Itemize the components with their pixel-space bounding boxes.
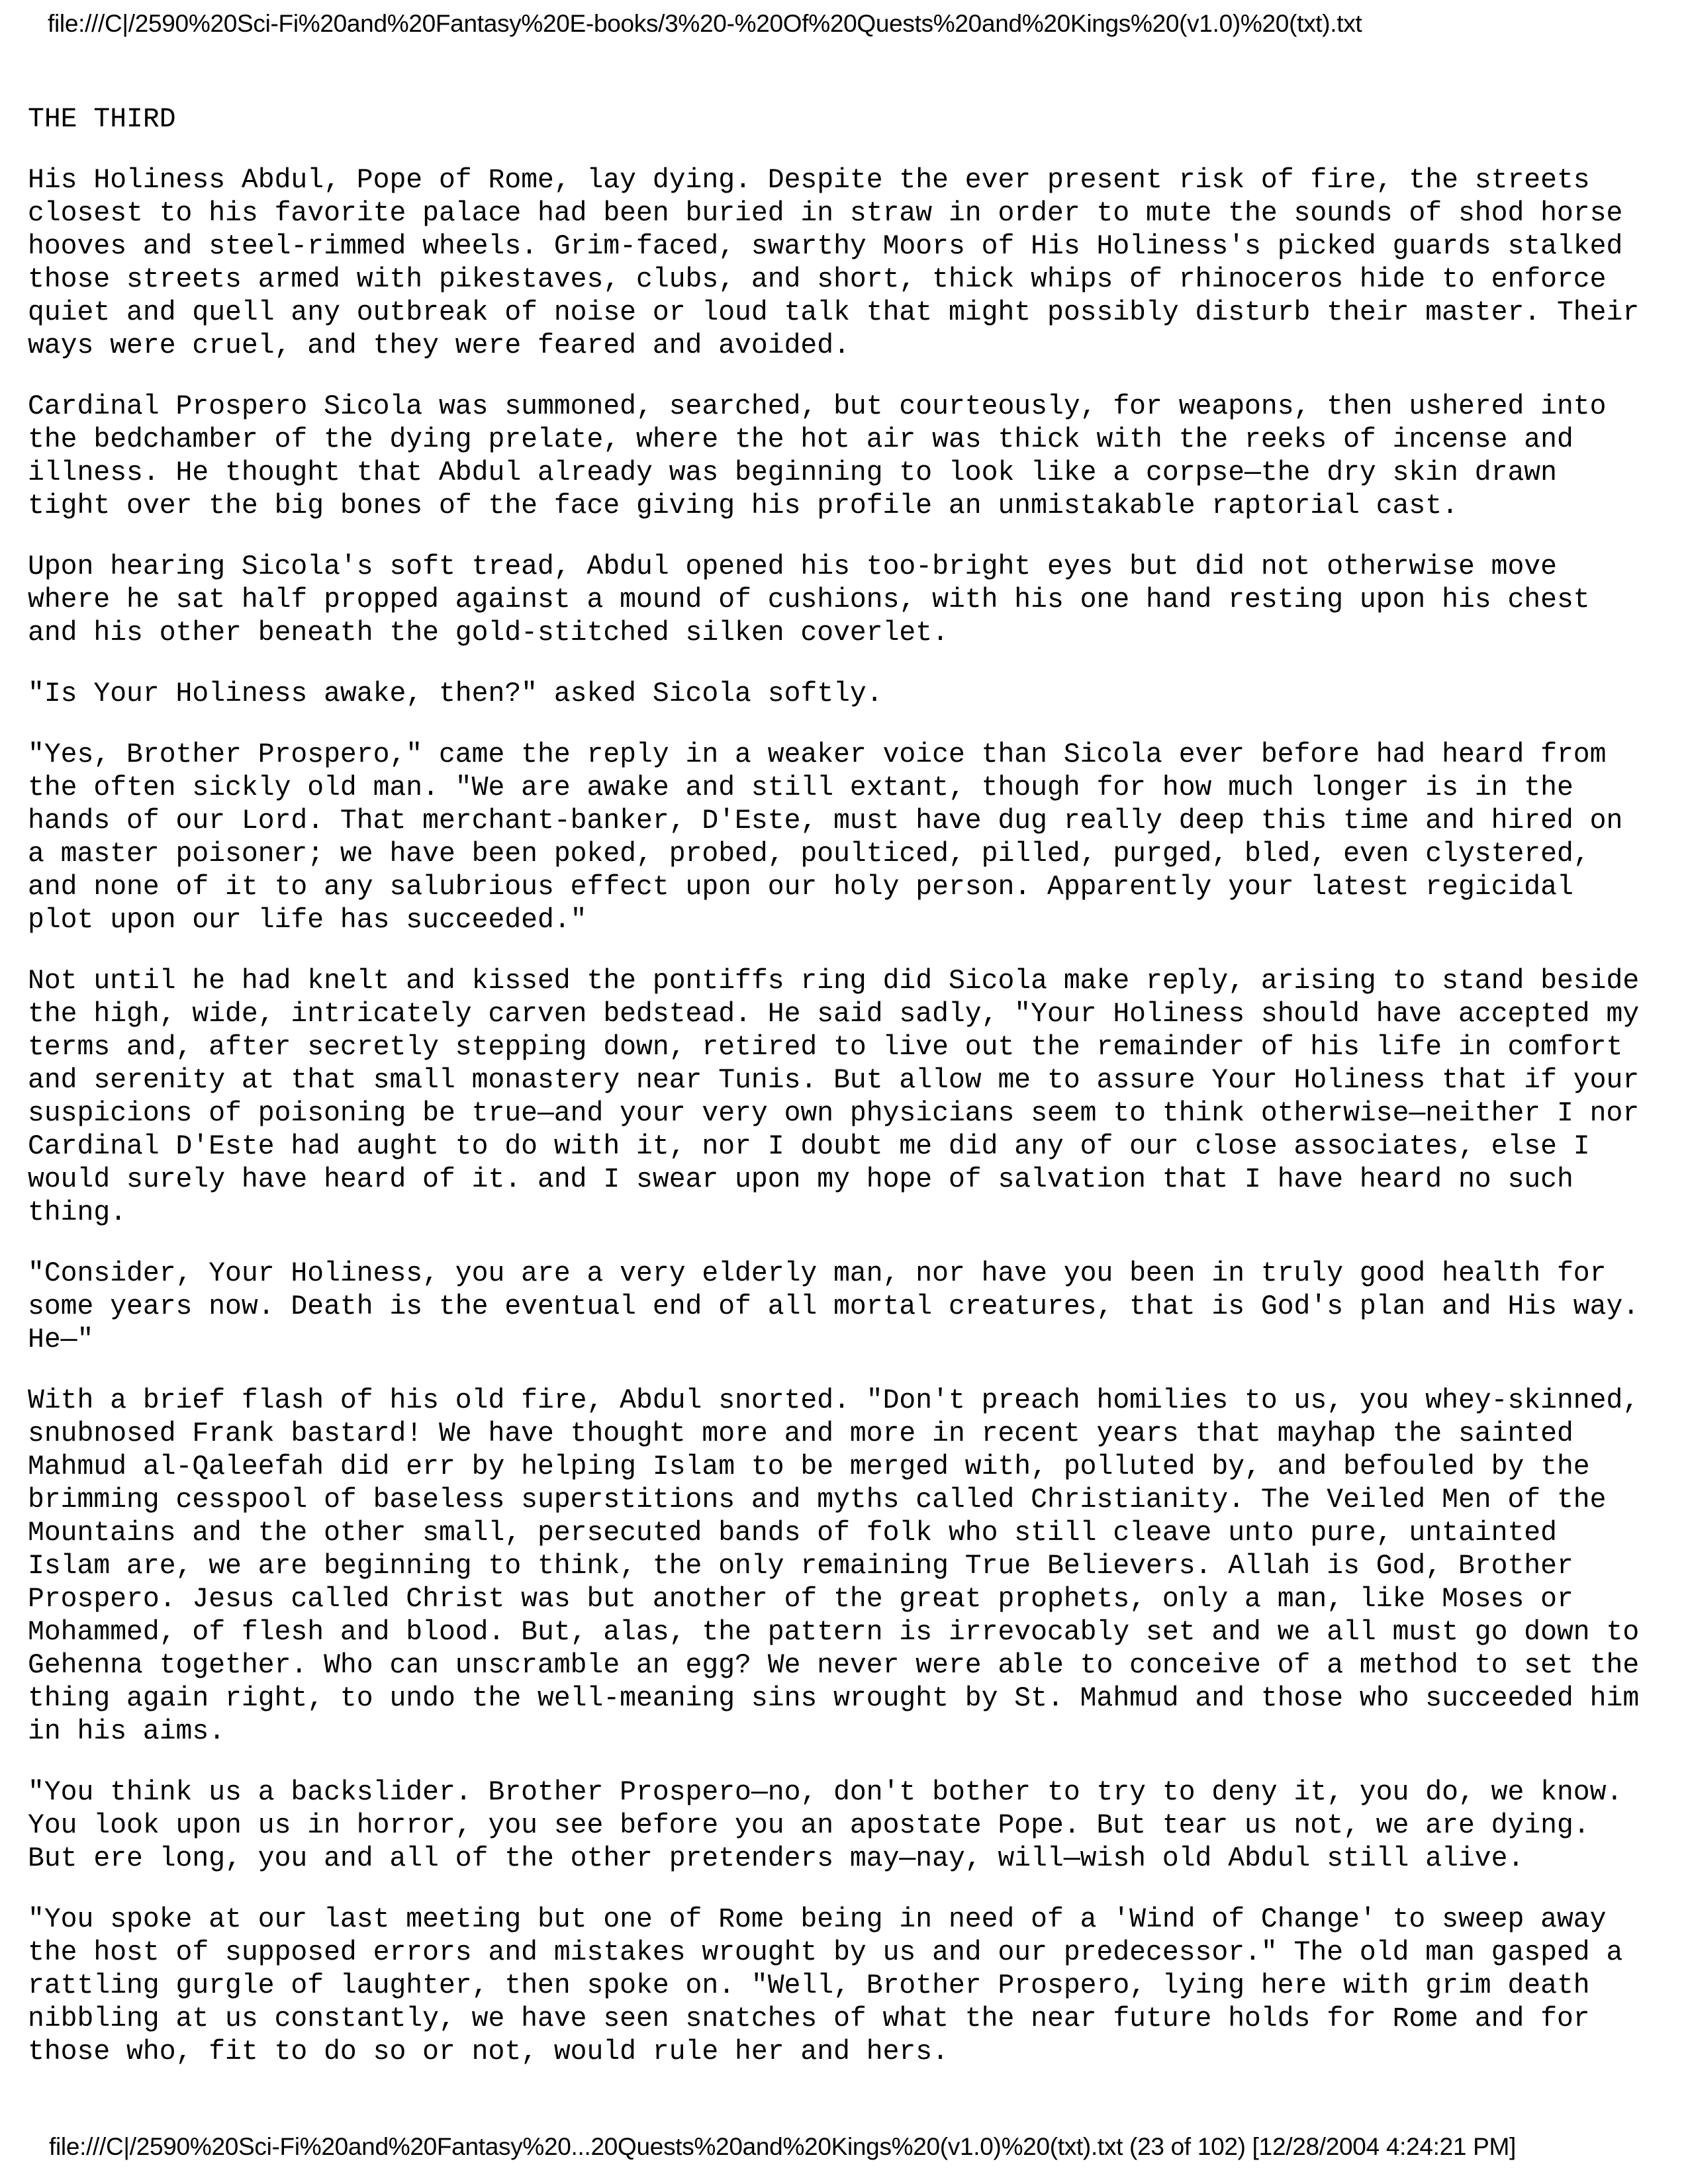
text-line: Mahmud al-Qaleefah did err by helping Islam to be merged with, polluted by, and befouled by the: [28, 1452, 1590, 1482]
text-line: and serenity at that small monastery near Tunis. But allow me to assure Your Holiness that if your: [28, 1066, 1640, 1096]
text-line: Cardinal Prospero Sicola was summoned, searched, but courteously, for weapons, then ushered into: [28, 392, 1607, 422]
text-line: Islam are, we are beginning to think, the only remaining True Believers. Allah is God, Brother: [28, 1551, 1573, 1582]
paragraph: [28, 965, 1669, 1230]
text-line: With a brief flash of his old fire, Abdul snorted. "Don't preach homilies to us, you whey-skinned,: [28, 1386, 1640, 1416]
text-line: hands of our Lord. That merchant-banker, D'Este, must have dug really deep this time and hired on: [28, 806, 1623, 837]
text-line: those who, fit to do so or not, would rule her and hers.: [28, 2037, 949, 2068]
text-line: the bedchamber of the dying prelate, where the hot air was thick with the reeks of incense and: [28, 425, 1573, 455]
text-line: brimming cesspool of baseless superstitions and myths called Christianity. The Veiled Men of the: [28, 1485, 1607, 1516]
text-line: where he sat half propped against a mound of cushions, with his one hand resting upon his chest: [28, 585, 1590, 615]
text-line: illness. He thought that Abdul already was beginning to look like a corpse—the dry skin drawn: [28, 458, 1557, 488]
paragraph: [28, 1385, 1669, 1749]
header-file-url: file:///C|/2590%20Sci-Fi%20and%20Fantasy%20E-books/3%20-%20Of%20Quests%20and%20Kings%20(v1.0)%20(txt).txt: [48, 10, 1362, 37]
text-line: He—": [28, 1325, 94, 1355]
text-line: tight over the big bones of the face giving his profile an unmistakable raptorial cast.: [28, 491, 1458, 522]
text-line: Not until he had knelt and kissed the pontiffs ring did Sicola make reply, arising to stand beside: [28, 966, 1640, 997]
text-line: and his other beneath the gold-stitched silken coverlet.: [28, 618, 949, 649]
text-line: a master poisoner; we have been poked, probed, poulticed, pilled, purged, bled, even clystered,: [28, 839, 1590, 870]
text-line: the high, wide, intricately carven bedstead. He said sadly, "Your Holiness should have accepted my: [28, 999, 1640, 1030]
paragraph: [28, 1903, 1669, 2069]
paragraph: [28, 1257, 1669, 1357]
text-line: "Yes, Brother Prospero," came the reply in a weaker voice than Sicola ever before had heard from: [28, 740, 1607, 770]
text-line: Prospero. Jesus called Christ was but another of the great prophets, only a man, like Moses or: [28, 1584, 1573, 1615]
text-line: quiet and quell any outbreak of noise or loud talk that might possibly disturb their master. Their: [28, 298, 1640, 328]
text-line: closest to his favorite palace had been buried in straw in order to mute the sounds of shod horse: [28, 199, 1623, 229]
text-line: "Is Your Holiness awake, then?" asked Sicola softly.: [28, 679, 883, 709]
text-line: the often sickly old man. "We are awake and still extant, though for how much longer is in the: [28, 773, 1573, 803]
text-line: some years now. Death is the eventual end of all mortal creatures, that is God's plan and His way.: [28, 1292, 1640, 1322]
text-line: His Holiness Abdul, Pope of Rome, lay dying. Despite the ever present risk of fire, the streets: [28, 165, 1590, 196]
chapter-heading: THE THIRD: [28, 105, 176, 135]
text-line: thing.: [28, 1198, 127, 1228]
text-line: "You spoke at our last meeting but one of Rome being in need of a 'Wind of Change' to sweep away: [28, 1905, 1607, 1935]
paragraph: [28, 739, 1669, 937]
text-line: rattling gurgle of laughter, then spoke on. "Well, Brother Prospero, lying here with grim death: [28, 1971, 1590, 2001]
paragraph: [28, 164, 1669, 363]
text-line: would surely have heard of it. and I swear upon my hope of salvation that I have heard no such: [28, 1165, 1573, 1195]
text-line: But ere long, you and all of the other pretenders may—nay, will—wish old Abdul still alive.: [28, 1844, 1524, 1874]
text-line: suspicions of poisoning be true—and your very own physicians seem to think otherwise—neither I nor: [28, 1099, 1640, 1129]
text-line: Cardinal D'Este had aught to do with it, nor I doubt me did any of our close associates, else I: [28, 1132, 1590, 1162]
text-line: snubnosed Frank bastard! We have thought more and more in recent years that mayhap the sainted: [28, 1419, 1573, 1449]
text-line: ways were cruel, and they were feared and avoided.: [28, 331, 850, 361]
text-line: plot upon our life has succeeded.": [28, 905, 587, 936]
text-line: "You think us a backslider. Brother Prospero—no, don't bother to try to deny it, you do, we know.: [28, 1778, 1623, 1808]
footer-file-url: file:///C|/2590%20Sci-Fi%20and%20Fantasy%20...20Quests%20and%20Kings%20(v1.0)%20(txt).txt (23 of 102) [12/28/2004 4:24:21 PM]: [49, 2133, 1517, 2160]
document-body: [28, 103, 1669, 2097]
text-line: Mohammed, of flesh and blood. But, alas, the pattern is irrevocably set and we all must go down to: [28, 1617, 1640, 1648]
text-line: and none of it to any salubrious effect upon our holy person. Apparently your latest regicidal: [28, 872, 1573, 903]
paragraph: [28, 551, 1669, 650]
text-line: You look upon us in horror, you see before you an apostate Pope. But tear us not, we are dying.: [28, 1811, 1590, 1841]
text-line: Mountains and the other small, persecuted bands of folk who still cleave unto pure, untainted: [28, 1518, 1557, 1549]
text-line: Gehenna together. Who can unscramble an egg? We never were able to conceive of a method to set the: [28, 1651, 1640, 1681]
text-line: the host of supposed errors and mistakes wrought by us and our predecessor." The old man gasped a: [28, 1938, 1623, 1968]
text-line: those streets armed with pikestaves, clubs, and short, thick whips of rhinoceros hide to enforce: [28, 265, 1607, 295]
paragraph: [28, 390, 1669, 523]
text-line: hooves and steel-rimmed wheels. Grim-faced, swarthy Moors of His Holiness's picked guards stalked: [28, 232, 1623, 262]
paragraph: [28, 678, 1669, 711]
text-line: "Consider, Your Holiness, you are a very elderly man, nor have you been in truly good health for: [28, 1259, 1607, 1289]
paragraph: [28, 1776, 1669, 1876]
text-line: nibbling at us constantly, we have seen snatches of what the near future holds for Rome and for: [28, 2004, 1590, 2034]
text-line: thing again right, to undo the well-meaning sins wrought by St. Mahmud and those who succeeded him: [28, 1684, 1640, 1714]
text-line: in his aims.: [28, 1717, 226, 1747]
text-line: terms and, after secretly stepping down, retired to live out the remainder of his life in comfort: [28, 1032, 1623, 1063]
text-line: Upon hearing Sicola's soft tread, Abdul opened his too-bright eyes but did not otherwise move: [28, 552, 1557, 582]
